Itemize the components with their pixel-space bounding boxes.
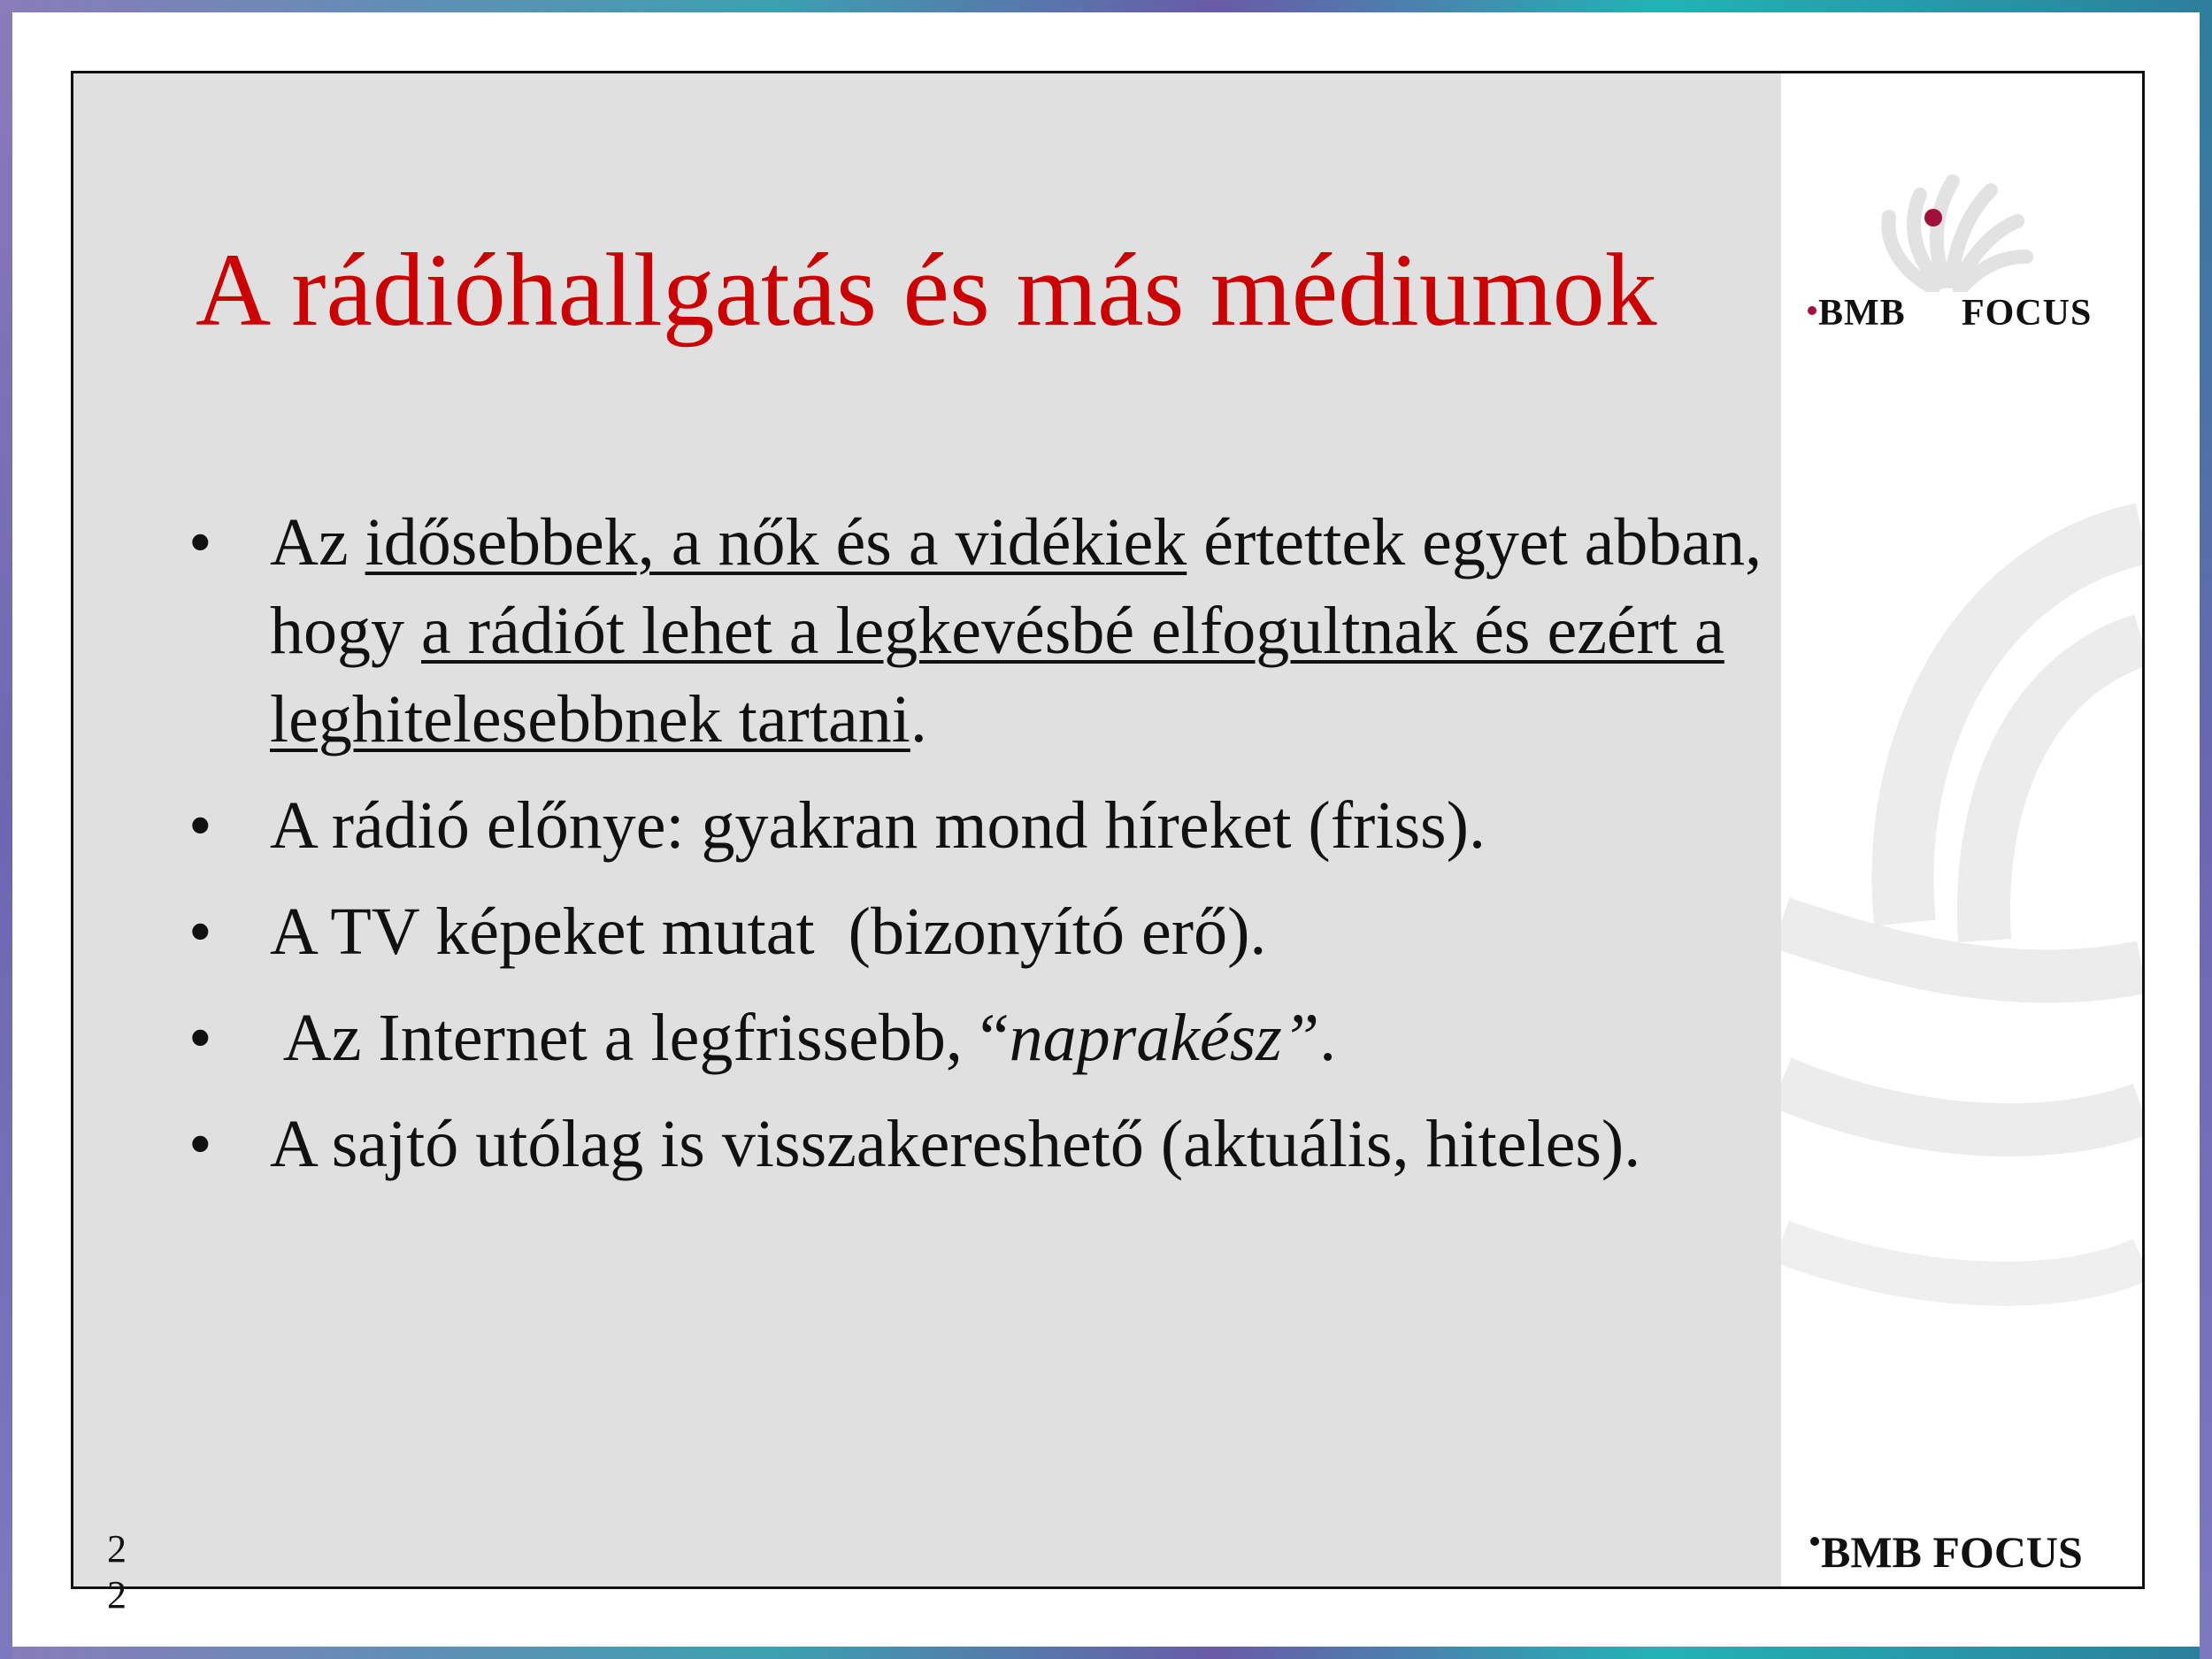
- logo-text-right: FOCUS: [1962, 293, 2093, 334]
- page-number: 22: [107, 1527, 127, 1617]
- frame-top-border: [0, 0, 2212, 12]
- frame-bottom-border: [0, 1647, 2212, 1659]
- logo-text-left: BMB: [1818, 293, 1906, 334]
- bullet-item: [188, 1100, 1781, 1188]
- bullet-item: [188, 994, 1781, 1082]
- bullet-text: .: [910, 682, 927, 757]
- bullet-italic-text: naprakész”: [1009, 1001, 1320, 1075]
- frame-left-border: [0, 0, 12, 1659]
- footer-brand-dot: [1810, 1537, 1819, 1546]
- footer-brand-text: BMB FOCUS: [1821, 1527, 2083, 1577]
- bullet-text: Az Internet a legfrissebb, “: [270, 1001, 1010, 1075]
- frame-right-border: [2200, 0, 2212, 1659]
- footer-brand: [1810, 1526, 2083, 1578]
- bullet-item: [188, 498, 1781, 764]
- bullet-text: A sajtó utólag is visszakereshető (aktuális, hiteles).: [270, 1107, 1641, 1181]
- bullet-item: [188, 781, 1781, 870]
- slide-title: A rádióhallgatás és más médiumok: [196, 232, 1657, 348]
- bullet-text: .: [1319, 1001, 1337, 1075]
- bullet-list: [188, 498, 1781, 1206]
- bullet-underlined-text: idősebbek, a nők és a vidékiek: [365, 505, 1187, 580]
- bmb-focus-logo: [1801, 142, 2101, 345]
- logo-dot: [1808, 306, 1816, 315]
- logo-emblem-icon: [1801, 142, 2101, 292]
- bullet-item: [188, 887, 1781, 976]
- bullet-text: A rádió előnye: gyakran mond híreket (friss).: [270, 788, 1486, 863]
- bullet-text: Az: [270, 505, 365, 580]
- bullet-underlined-text: a rádiót lehet a legkevésbé elfogultnak és ezért a leghitelesebbnek tartani: [270, 594, 1724, 757]
- bullet-text: A TV képeket mutat (bizonyító erő).: [270, 895, 1267, 969]
- bullet-text: értettek egyet abban, hogy: [270, 505, 1763, 668]
